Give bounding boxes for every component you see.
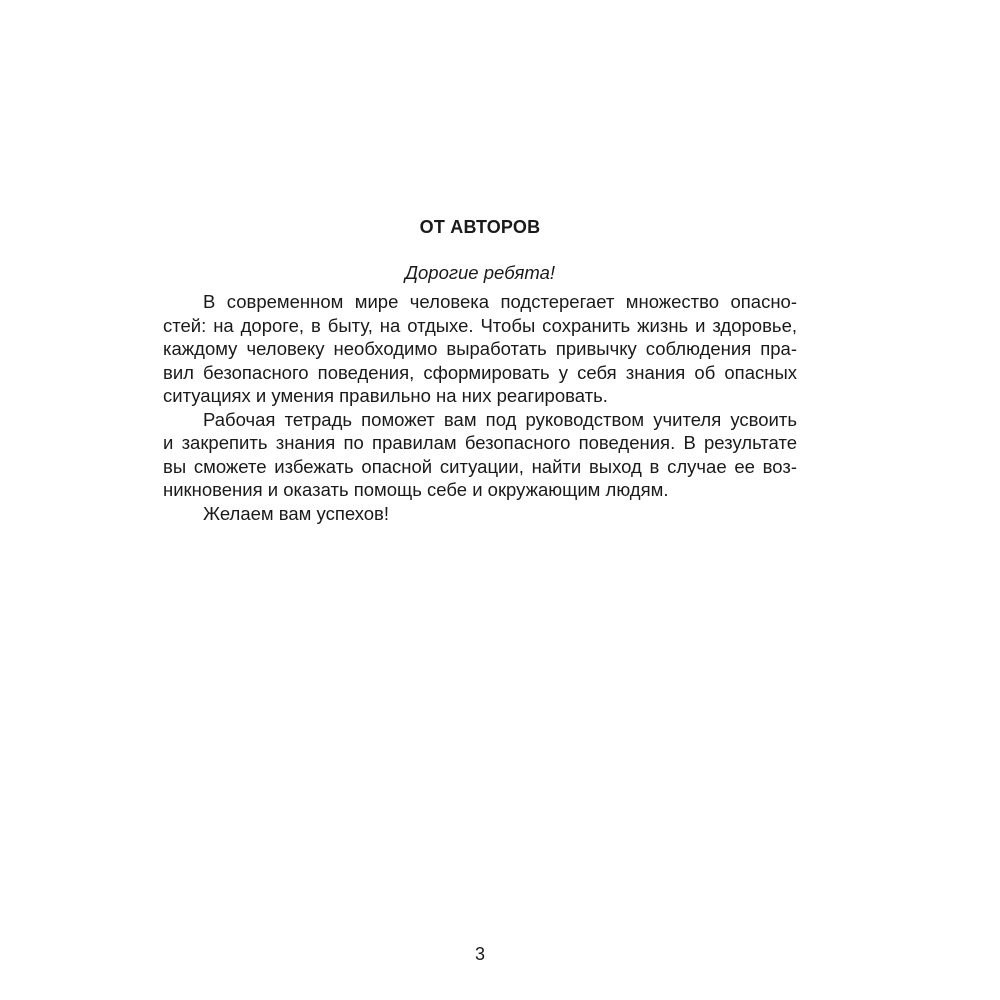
paragraph-line: каждому человеку необходимо выработать привычку соблюдения пра- xyxy=(163,338,797,359)
paragraph-3 xyxy=(163,502,797,526)
paragraph-line: В современном мире человека подстерегает множество опасно- xyxy=(203,291,797,312)
paragraph-line: и закрепить знания по правилам безопасного поведения. В результате xyxy=(163,432,797,453)
paragraph-line: Рабочая тетрадь поможет вам под руководством учителя усвоить xyxy=(203,408,797,430)
paragraph-line: стей: на дороге, в быту, на отдыхе. Чтобы сохранить жизнь и здоровье, xyxy=(163,314,797,336)
body-text xyxy=(163,290,797,525)
page-number: 3 xyxy=(474,944,485,964)
paragraph-line: ситуациях и умения правильно на них реагировать. xyxy=(163,385,608,406)
paragraph-line: вил безопасного поведения, сформировать у себя знания об опасных xyxy=(163,361,797,383)
greeting: Дорогие ребята! xyxy=(404,262,556,283)
closing-line: Желаем вам успехов! xyxy=(203,502,390,524)
section-heading: ОТ АВТОРОВ xyxy=(419,217,541,237)
paragraph-2 xyxy=(163,408,797,502)
paragraph-line: вы сможете избежать опасной ситуации, найти выход в случае ее воз- xyxy=(163,455,797,477)
paragraph-line: никновения и оказать помощь себе и окружающим людям. xyxy=(163,479,669,500)
paragraph-1 xyxy=(163,290,797,408)
